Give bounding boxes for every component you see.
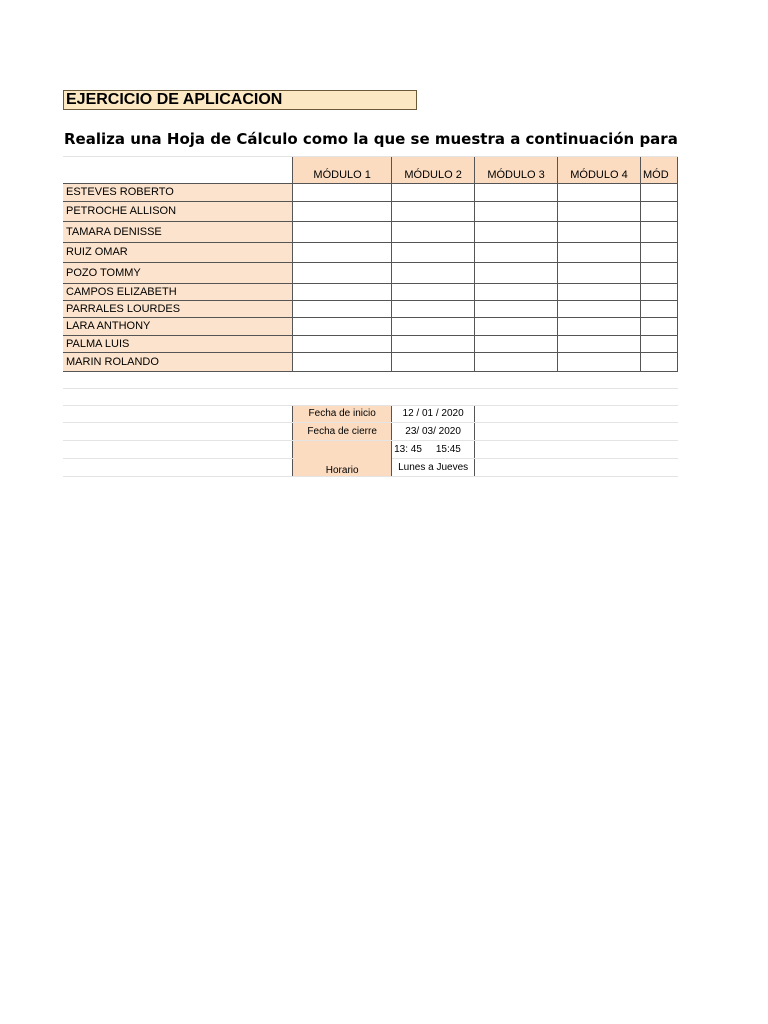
spreadsheet xyxy=(63,154,678,476)
grade-cell[interactable] xyxy=(475,221,558,242)
student-row xyxy=(63,335,678,352)
grade-cell[interactable] xyxy=(392,283,475,300)
end-date-value[interactable]: 23/ 03/ 2020 xyxy=(392,422,475,440)
grade-cell[interactable] xyxy=(640,183,677,201)
grade-cell[interactable] xyxy=(475,242,558,262)
exercise-instructions: Realiza una Hoja de Cálculo como la que se muestra a continuación para xyxy=(64,130,678,148)
grade-cell[interactable] xyxy=(640,283,677,300)
student-name[interactable]: LARA ANTHONY xyxy=(63,317,293,335)
grade-cell[interactable] xyxy=(475,352,558,371)
grade-cell[interactable] xyxy=(640,201,677,221)
grade-cell[interactable] xyxy=(640,242,677,262)
grade-cell[interactable] xyxy=(392,300,475,317)
student-row xyxy=(63,352,678,371)
empty-row xyxy=(63,388,678,405)
student-row xyxy=(63,300,678,317)
grade-cell[interactable] xyxy=(293,300,392,317)
student-row xyxy=(63,242,678,262)
module-header[interactable]: MÓD xyxy=(640,156,677,183)
grade-cell[interactable] xyxy=(475,335,558,352)
grade-cell[interactable] xyxy=(475,201,558,221)
grade-cell[interactable] xyxy=(293,335,392,352)
grade-cell[interactable] xyxy=(558,317,641,335)
student-name[interactable]: MARIN ROLANDO xyxy=(63,352,293,371)
student-name[interactable]: CAMPOS ELIZABETH xyxy=(63,283,293,300)
module-header[interactable]: MÓDULO 3 xyxy=(475,156,558,183)
grade-cell[interactable] xyxy=(293,242,392,262)
student-name[interactable]: TAMARA DENISSE xyxy=(63,221,293,242)
grade-cell[interactable] xyxy=(558,352,641,371)
grade-cell[interactable] xyxy=(293,352,392,371)
student-row xyxy=(63,283,678,300)
grade-cell[interactable] xyxy=(475,283,558,300)
module-header[interactable]: MÓDULO 2 xyxy=(392,156,475,183)
grade-cell[interactable] xyxy=(392,262,475,283)
grade-cell[interactable] xyxy=(392,201,475,221)
grade-cell[interactable] xyxy=(475,317,558,335)
student-row xyxy=(63,201,678,221)
grade-cell[interactable] xyxy=(392,221,475,242)
grade-cell[interactable] xyxy=(558,262,641,283)
grade-cell[interactable] xyxy=(640,262,677,283)
grade-cell[interactable] xyxy=(558,183,641,201)
grade-cell[interactable] xyxy=(293,262,392,283)
empty-row xyxy=(63,371,678,388)
start-date-row xyxy=(63,405,678,422)
student-name[interactable]: PALMA LUIS xyxy=(63,335,293,352)
student-row xyxy=(63,221,678,242)
grade-cell[interactable] xyxy=(293,201,392,221)
schedule-time-value[interactable]: 13: 45 15:45 xyxy=(392,440,475,458)
schedule-time-row xyxy=(63,440,678,458)
module-header-row xyxy=(63,156,678,183)
header-blank-cell[interactable] xyxy=(63,156,293,183)
grade-cell[interactable] xyxy=(475,300,558,317)
grade-cell[interactable] xyxy=(558,300,641,317)
grade-cell[interactable] xyxy=(640,300,677,317)
grade-cell[interactable] xyxy=(640,352,677,371)
grade-cell[interactable] xyxy=(293,221,392,242)
start-date-label: Fecha de inicio xyxy=(293,405,392,422)
grade-cell[interactable] xyxy=(558,335,641,352)
end-date-label: Fecha de cierre xyxy=(293,422,392,440)
exercise-title: EJERCICIO DE APLICACION xyxy=(63,90,417,110)
student-row xyxy=(63,317,678,335)
grade-cell[interactable] xyxy=(392,242,475,262)
grade-cell[interactable] xyxy=(558,283,641,300)
student-row xyxy=(63,262,678,283)
grade-cell[interactable] xyxy=(640,335,677,352)
grade-cell[interactable] xyxy=(392,183,475,201)
grade-cell[interactable] xyxy=(475,183,558,201)
student-name[interactable]: PARRALES LOURDES xyxy=(63,300,293,317)
grade-cell[interactable] xyxy=(640,221,677,242)
student-name[interactable]: RUIZ OMAR xyxy=(63,242,293,262)
grade-cell[interactable] xyxy=(392,335,475,352)
module-header[interactable]: MÓDULO 4 xyxy=(558,156,641,183)
schedule-days-value[interactable]: Lunes a Jueves xyxy=(392,458,475,476)
student-name[interactable]: ESTEVES ROBERTO xyxy=(63,183,293,201)
grade-cell[interactable] xyxy=(475,262,558,283)
start-date-value[interactable]: 12 / 01 / 2020 xyxy=(392,405,475,422)
student-row xyxy=(63,183,678,201)
grade-cell[interactable] xyxy=(558,221,641,242)
module-header[interactable]: MÓDULO 1 xyxy=(293,156,392,183)
grades-table xyxy=(63,154,678,477)
grade-cell[interactable] xyxy=(392,317,475,335)
grade-cell[interactable] xyxy=(293,317,392,335)
grade-cell[interactable] xyxy=(558,242,641,262)
grade-cell[interactable] xyxy=(392,352,475,371)
schedule-label: Horario xyxy=(293,440,392,476)
end-date-row xyxy=(63,422,678,440)
grade-cell[interactable] xyxy=(293,183,392,201)
grade-cell[interactable] xyxy=(558,201,641,221)
grade-cell[interactable] xyxy=(293,283,392,300)
student-name[interactable]: POZO TOMMY xyxy=(63,262,293,283)
grade-cell[interactable] xyxy=(640,317,677,335)
student-name[interactable]: PETROCHE ALLISON xyxy=(63,201,293,221)
